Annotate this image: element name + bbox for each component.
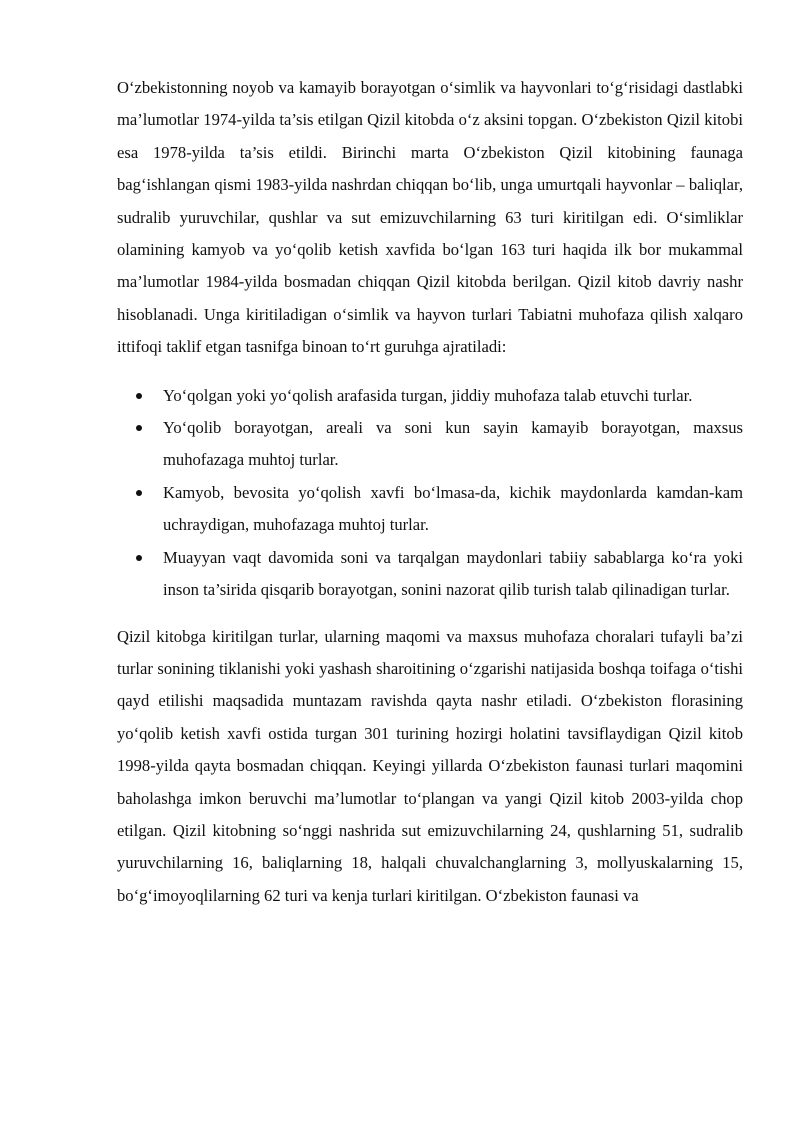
paragraph-intro: O‘zbekistonning noyob va kamayib borayotgan o‘simlik va hayvonlari to‘g‘risidagi dastlabki ma’lumotlar 1974-yilda ta’sis etilgan Qizil kitobda o‘z aksini topgan. O‘zbekiston Qizil kitobi esa 1978-yilda ta’sis etildi. Birinchi marta O‘zbekiston Qizil kitobining faunaga bag‘ishlangan qismi 1983-yilda nashrdan chiqqan bo‘lib, unga umurtqali hayvonlar – baliqlar, sudralib yuruvchilar, qushlar va sut emizuvchilarning 63 turi kiritilgan edi. O‘simliklar olamining kamyob va yo‘qolib ketish xavfida bo‘lgan 163 turi haqida ilk bor mukammal ma’lumotlar 1984-yilda bosmadan chiqqan Qizil kitobda berilgan. Qizil kitob davriy nashr hisoblanadi. Unga kiritiladigan o‘simlik va hayvon turlari Tabiatni muhofaza qilish xalqaro ittifoqi taklif etgan tasnifga binoan to‘rt guruhga ajratiladi: xyxy=(117,78,743,357)
document-page xyxy=(117,72,743,912)
list-item: Yo‘qolib borayotgan, areali va soni kun sayin kamayib borayotgan, maxsus muhofazaga muhtoj turlar. xyxy=(117,412,743,477)
list-item: Kamyob, bevosita yo‘qolish xavfi bo‘lmasa-da, kichik maydonlarda kamdan-kam uchraydigan, muhofazaga muhtoj turlar. xyxy=(117,477,743,542)
list-item: Yo‘qolgan yoki yo‘qolish arafasida turgan, jiddiy muhofaza talab etuvchi turlar. xyxy=(117,380,743,412)
list-item: Muayyan vaqt davomida soni va tarqalgan maydonlari tabiiy sabablarga ko‘ra yoki inson ta’sirida qisqarib borayotgan, sonini nazorat qilib turish talab qilinadigan turlar. xyxy=(117,542,743,607)
category-list xyxy=(117,380,743,607)
paragraph-republication: Qizil kitobga kiritilgan turlar, ularning maqomi va maxsus muhofaza choralari tufayli ba’zi turlar sonining tiklanishi yoki yashash sharoitining o‘zgarishi natijasida boshqa toifaga o‘tishi qayd etilishi maqsadida muntazam ravishda qayta nashr etiladi. O‘zbekiston florasining yo‘qolib ketish xavfi ostida turgan 301 turining hozirgi holatini tavsiflaydigan Qizil kitob 1998-yilda qayta bosmadan chiqqan. Keyingi yillarda O‘zbekiston faunasi turlari maqomini baholashga imkon beruvchi ma’lumotlar to‘plangan va yangi Qizil kitob 2003-yilda chop etilgan. Qizil kitobning so‘nggi nashrida sut emizuvchilarning 24, qushlarning 51, sudralib yuruvchilarning 16, baliqlarning 18, halqali chuvalchanglarning 3, mollyuskalarning 15, bo‘g‘imoyoqlilarning 62 turi va kenja turlari kiritilgan. O‘zbekiston faunasi va xyxy=(117,626,743,905)
